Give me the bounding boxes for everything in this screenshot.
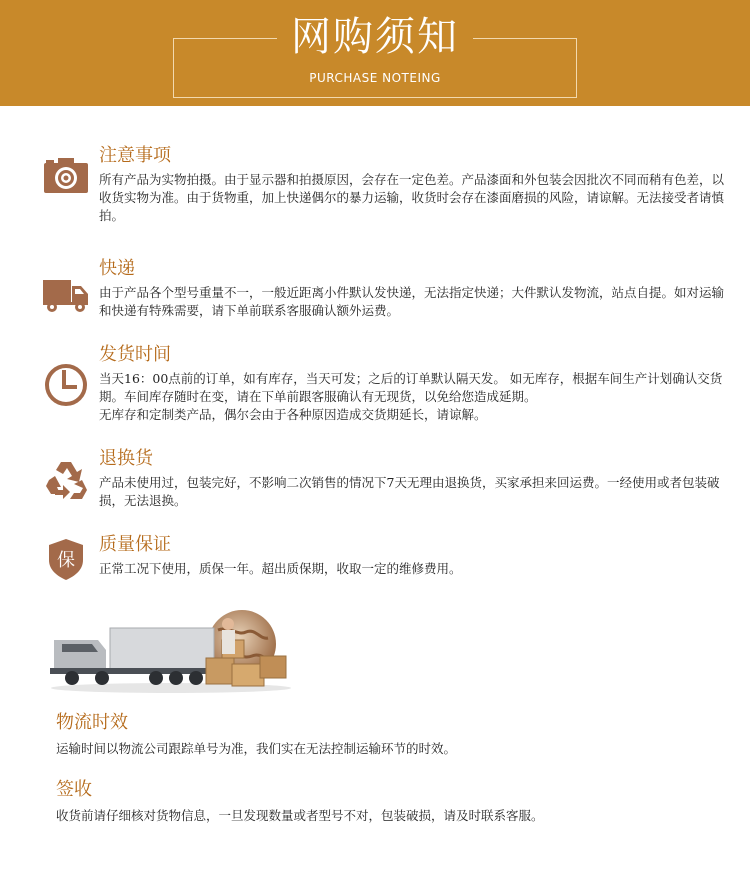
section-title: 质量保证	[99, 534, 171, 555]
section-title: 注意事项	[99, 145, 171, 166]
shield-icon	[43, 536, 89, 582]
camera-icon	[43, 151, 89, 197]
delivery-person-icon	[222, 618, 235, 654]
section-text: 由于产品各个型号重量不一，一般近距离小件默认发快递，无法指定快递；大件默认发物流，站点自提。如对运输和快递有特殊需要，请下单前联系客服确认额外运费。	[99, 285, 725, 318]
clock-icon	[43, 362, 89, 408]
section-title: 快递	[99, 258, 135, 279]
section-text: 运输时间以物流公司跟踪单号为准，我们实在无法控制运输环节的时效。	[56, 741, 457, 756]
section-title: 退换货	[99, 448, 153, 469]
recycle-icon	[43, 458, 89, 504]
section-text: 当天16：00点前的订单，如有库存，当天可发；之后的订单默认隔天发。 如无库存，根据车间生产计划确认交货期。车间库存随时在变，请在下单前跟客服确认有无现货，以免给您造成延期。 无库存和定制类产品，偶尔会由于各种原因造成交货期延长，请谅解。	[99, 371, 723, 422]
truck-icon	[50, 628, 214, 685]
section-title: 签收	[56, 779, 92, 800]
section-text: 正常工况下使用，质保一年。超出质保期，收取一定的维修费用。	[99, 561, 462, 576]
section-text: 产品未使用过，包装完好，不影响二次销售的情况下7天无理由退换货，买家承担来回运费。一经使用或者包装破损，无法退换。	[99, 475, 720, 508]
svg-text:保: 保	[57, 550, 75, 571]
page-title: 网购须知	[0, 14, 750, 60]
logistics-illustration	[46, 606, 296, 696]
section-text: 收货前请仔细核对货物信息，一旦发现数量或者型号不对，包装破损，请及时联系客服。	[56, 808, 544, 823]
section-title: 发货时间	[99, 344, 171, 365]
section-text: 所有产品为实物拍摄。由于显示器和拍摄原因，会存在一定色差。产品漆面和外包装会因批次不同而稍有色差，以收货实物为准。由于货物重，加上快递偶尔的暴力运输，收货时会存在漆面磨损的风险，请谅解。无法接受者请慎拍。	[99, 172, 725, 223]
page-subtitle: PURCHASE NOTEING	[309, 71, 441, 85]
truck-icon	[43, 272, 89, 318]
section-title: 物流时效	[56, 712, 128, 733]
